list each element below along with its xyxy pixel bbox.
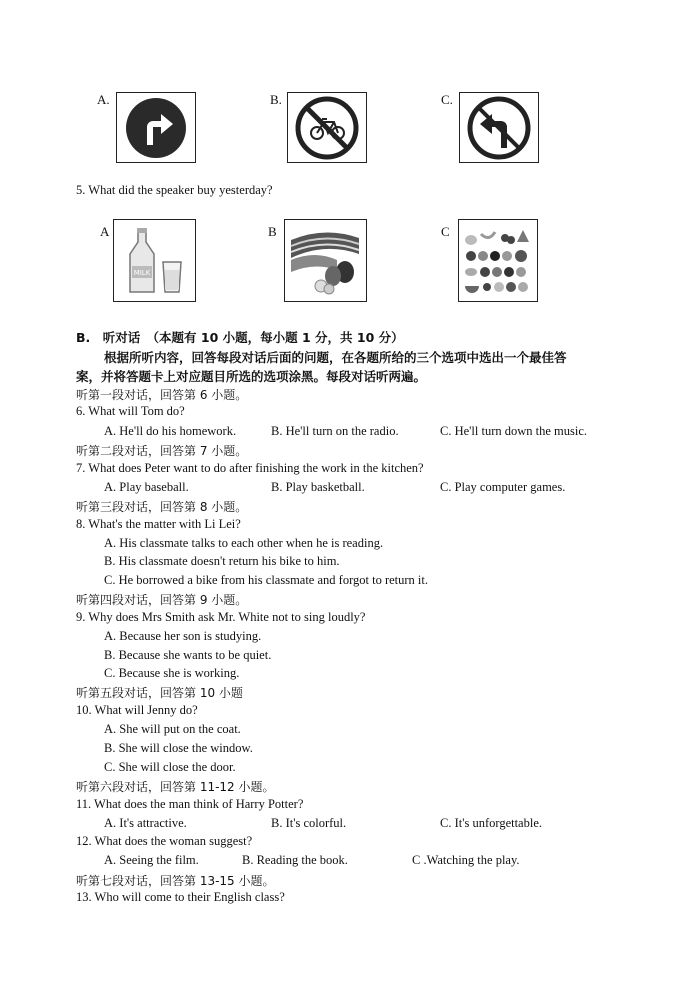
question-12: 12. What does the woman suggest? bbox=[76, 834, 253, 848]
milk-image bbox=[113, 219, 196, 302]
question-8-option-c: C. He borrowed a bike from his classmate and forgot to return it. bbox=[104, 573, 428, 587]
question-8-option-a: A. His classmate talks to each other when he is reading. bbox=[104, 536, 384, 550]
question-13: 13. Who will come to their English class? bbox=[76, 890, 285, 904]
dialogue-6-heading: 听第六段对话，回答第 11-12 小题。 bbox=[76, 780, 275, 794]
question-10-option-c: C. She will close the door. bbox=[104, 760, 236, 774]
turn-right-sign-image bbox=[116, 92, 196, 163]
question-6-option-b: B. He'll turn on the radio. bbox=[271, 424, 399, 438]
question-5: 5. What did the speaker buy yesterday? bbox=[76, 183, 273, 197]
question-6-option-a: A. He'll do his homework. bbox=[104, 424, 237, 438]
question-9: 9. Why does Mrs Smith ask Mr. White not to sing loudly? bbox=[76, 610, 366, 624]
question-12-option-b: B. Reading the book. bbox=[242, 853, 348, 867]
question-9-option-c: C. Because she is working. bbox=[104, 666, 240, 680]
dialogue-3-heading: 听第三段对话，回答第 8 小题。 bbox=[76, 500, 248, 514]
fruits-icon bbox=[459, 220, 537, 301]
option-letter-c: C bbox=[441, 224, 450, 239]
question-7-option-b: B. Play basketball. bbox=[271, 480, 365, 494]
dialogue-1-heading: 听第一段对话，回答第 6 小题。 bbox=[76, 388, 248, 402]
milk-icon bbox=[114, 220, 195, 301]
question-12-option-c: C .Watching the play. bbox=[412, 853, 520, 867]
option-letter-a: A. bbox=[97, 92, 110, 107]
section-b-title: B. 听对话 （本题有 10 小题，每小题 1 分，共 10 分） bbox=[76, 330, 404, 345]
question-8-option-b: B. His classmate doesn't return his bike to him. bbox=[104, 554, 340, 568]
section-b-instruction-1: 根据所听内容，回答每段对话后面的问题，在各题所给的三个选项中选出一个最佳答 bbox=[104, 350, 567, 365]
question-7-option-a: A. Play baseball. bbox=[104, 480, 189, 494]
question-10-option-a: A. She will put on the coat. bbox=[104, 722, 241, 736]
question-8: 8. What's the matter with Li Lei? bbox=[76, 517, 241, 531]
no-bicycle-sign-icon bbox=[288, 93, 366, 162]
question-6: 6. What will Tom do? bbox=[76, 404, 185, 418]
question-11-option-c: C. It's unforgettable. bbox=[440, 816, 543, 830]
turn-right-sign-icon bbox=[117, 93, 195, 162]
meat-vegetables-image bbox=[284, 219, 367, 302]
question-9-option-a: A. Because her son is studying. bbox=[104, 629, 262, 643]
milk-label: MILK bbox=[133, 269, 151, 277]
question-11: 11. What does the man think of Harry Potter? bbox=[76, 797, 304, 811]
question-10: 10. What will Jenny do? bbox=[76, 703, 198, 717]
meat-vegetables-icon bbox=[285, 220, 366, 301]
option-letter-b: B bbox=[268, 224, 277, 239]
question-12-option-a: A. Seeing the film. bbox=[104, 853, 199, 867]
section-b-instruction-2: 案，并将答题卡上对应题目所选的选项涂黑。每段对话听两遍。 bbox=[76, 369, 427, 384]
dialogue-4-heading: 听第四段对话，回答第 9 小题。 bbox=[76, 593, 248, 607]
dialogue-5-heading: 听第五段对话，回答第 10 小题 bbox=[76, 686, 243, 700]
dialogue-7-heading: 听第七段对话，回答第 13-15 小题。 bbox=[76, 874, 275, 888]
dialogue-2-heading: 听第二段对话，回答第 7 小题。 bbox=[76, 444, 248, 458]
question-7-option-c: C. Play computer games. bbox=[440, 480, 566, 494]
fruits-image bbox=[458, 219, 538, 302]
question-6-option-c: C. He'll turn down the music. bbox=[440, 424, 588, 438]
no-left-turn-sign-image bbox=[459, 92, 539, 163]
question-9-option-b: B. Because she wants to be quiet. bbox=[104, 648, 272, 662]
question-7: 7. What does Peter want to do after finishing the work in the kitchen? bbox=[76, 461, 424, 475]
question-10-option-b: B. She will close the window. bbox=[104, 741, 253, 755]
option-letter-a: A bbox=[100, 224, 110, 239]
no-left-turn-sign-icon bbox=[460, 93, 538, 162]
option-letter-b: B. bbox=[270, 92, 282, 107]
question-11-option-a: A. It's attractive. bbox=[104, 816, 187, 830]
option-letter-c: C. bbox=[441, 92, 453, 107]
no-bicycle-sign-image bbox=[287, 92, 367, 163]
question-11-option-b: B. It's colorful. bbox=[271, 816, 347, 830]
